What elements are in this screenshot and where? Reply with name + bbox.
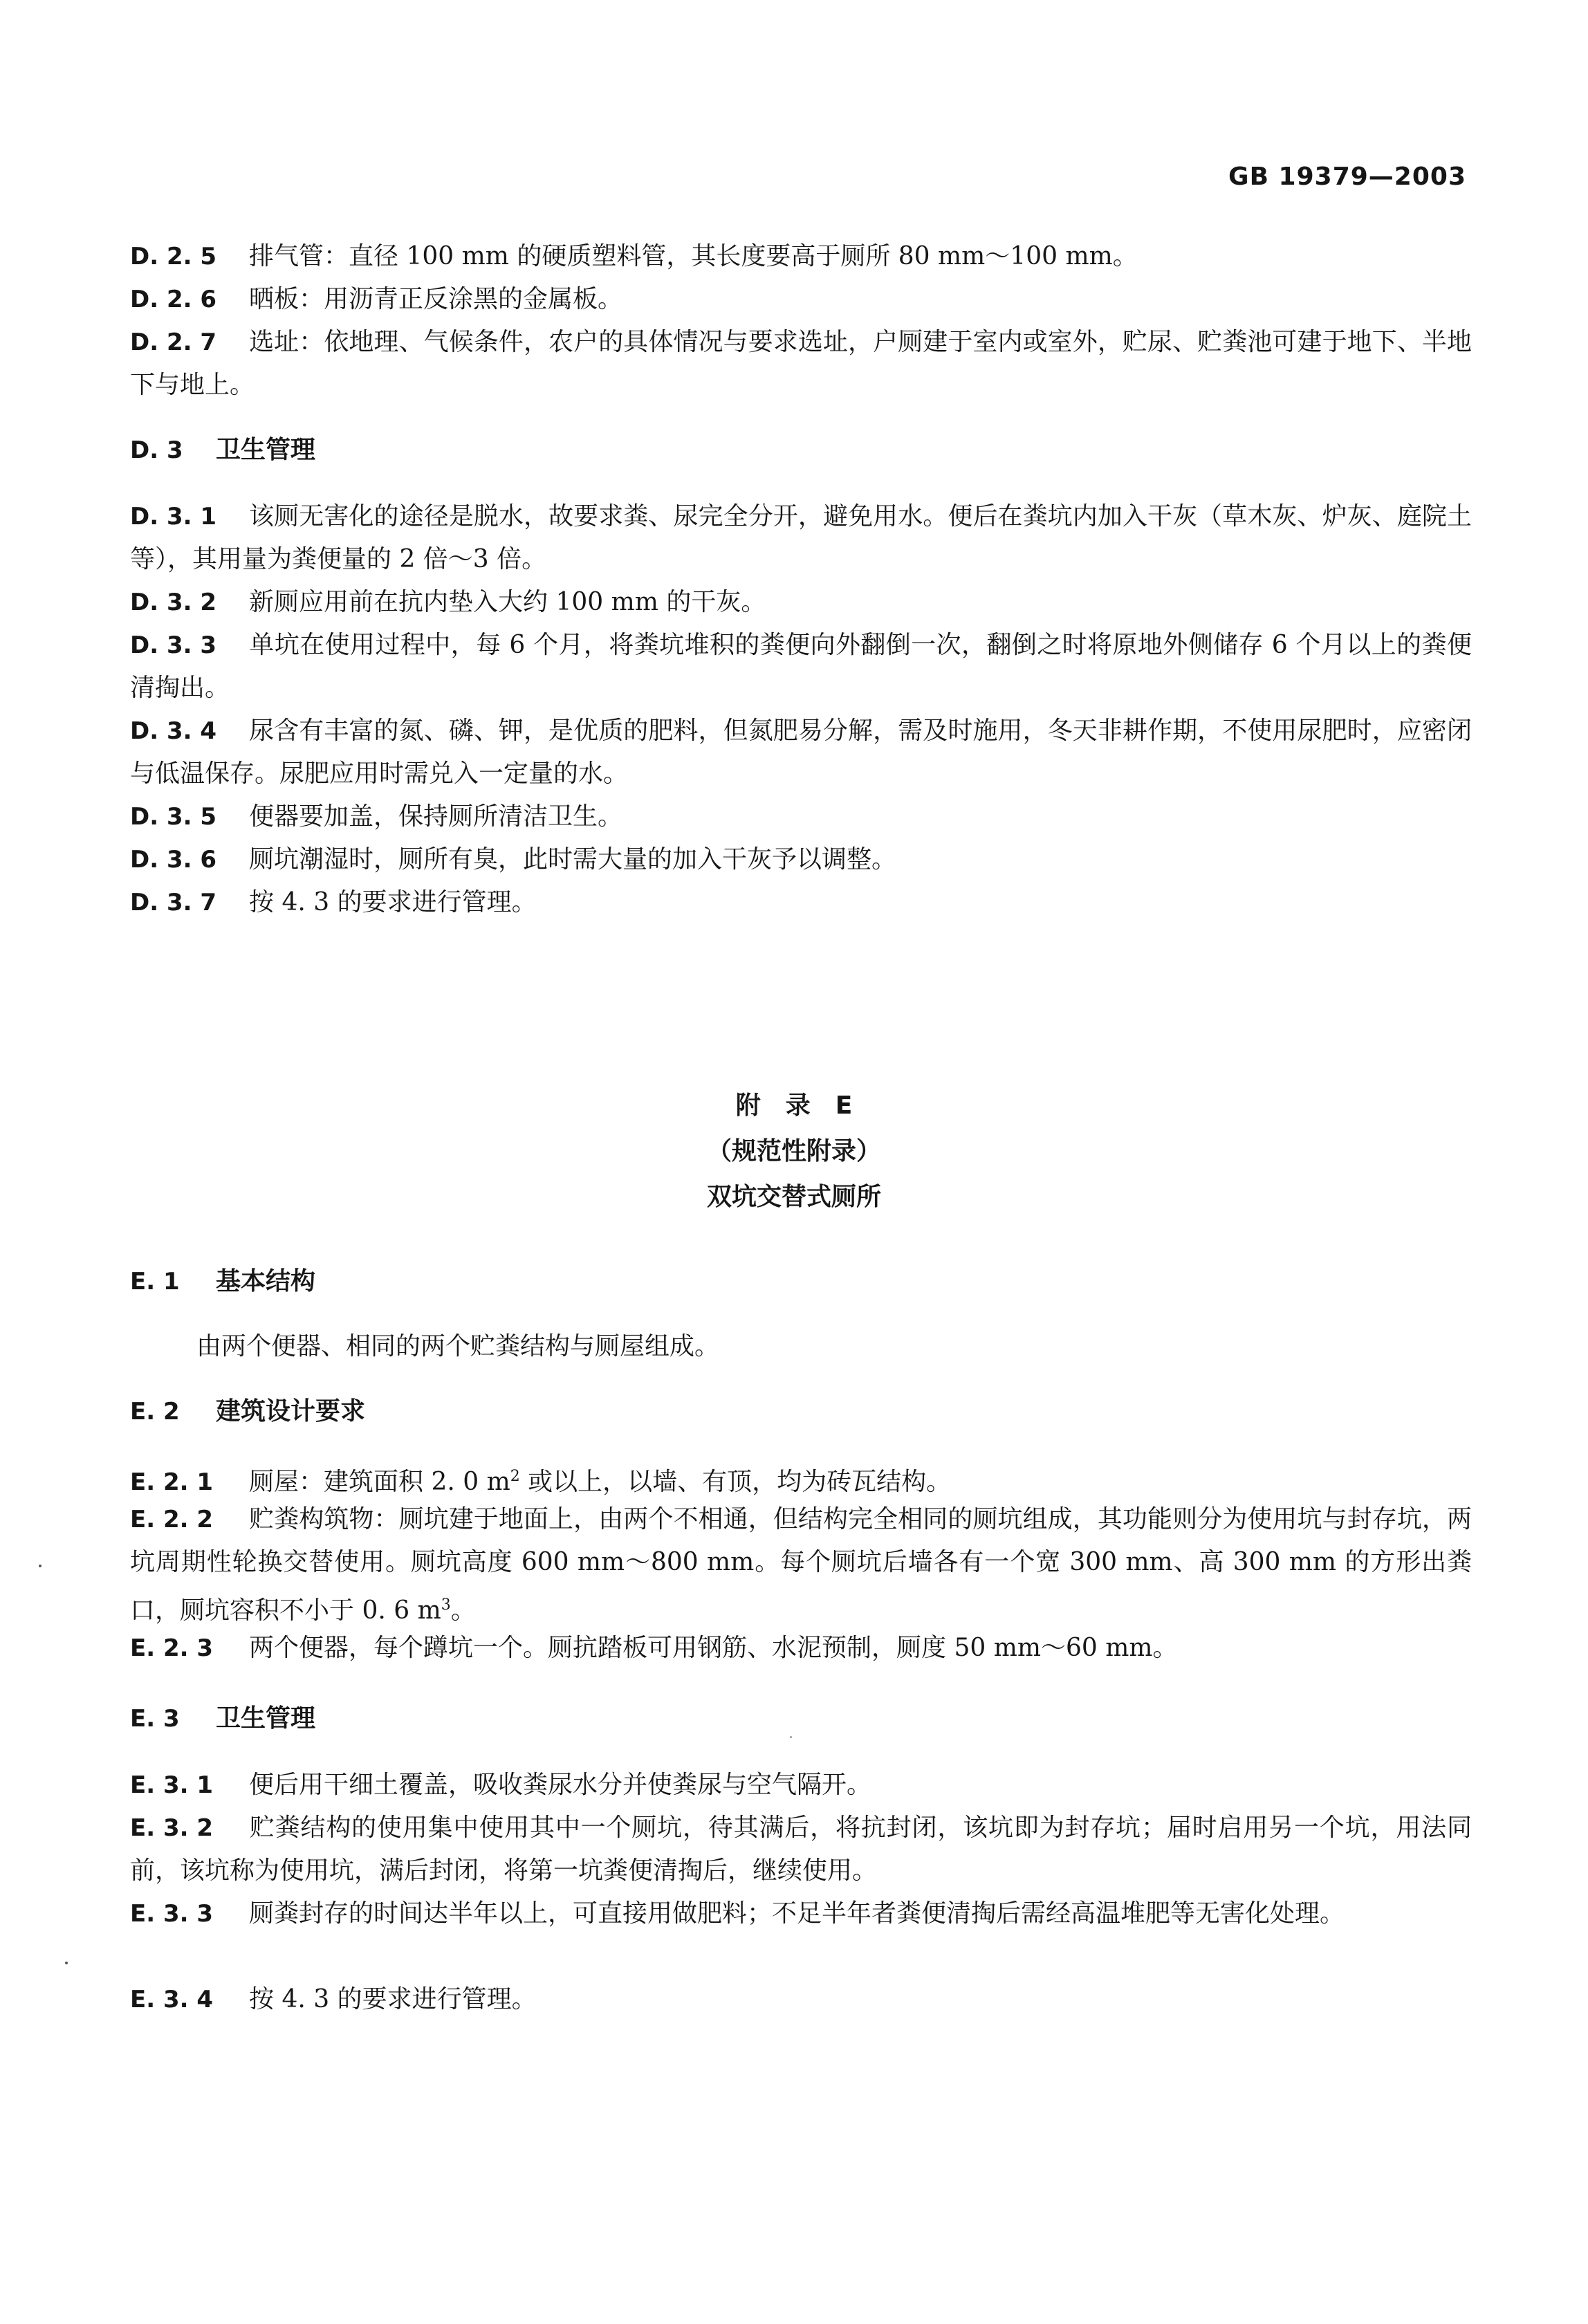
superscript: 2 [510, 1468, 520, 1485]
clause-number: E. 3. 3 [130, 1900, 214, 1928]
clause-d-3-7 [130, 881, 1472, 924]
clause-number: D. 2. 6 [130, 286, 217, 313]
clause-d-3-6 [130, 838, 1472, 881]
clause-d-2-6 [130, 278, 1472, 321]
clause-number: E. 3. 2 [130, 1814, 214, 1842]
section-title: 基本结构 [216, 1267, 316, 1295]
clause-e-3-1 [130, 1764, 1472, 1807]
clause-e-3-2 [130, 1807, 1472, 1892]
section-number: E. 1 [130, 1268, 180, 1295]
clause-number: D. 3. 2 [130, 589, 217, 616]
standard-code: GB 19379—2003 [1228, 163, 1466, 191]
clause-text: 新厕应用前在抗内垫入大约 100 mm 的干灰。 [249, 588, 766, 616]
section-heading-e-1 [130, 1260, 315, 1303]
clause-text: 该厕无害化的途径是脱水，故要求粪、尿完全分开，避免用水。便后在粪坑内加入干灰（草木灰、炉灰、庭院土等），其用量为粪便量的 2 倍～3 倍。 [130, 502, 1472, 573]
clause-d-3-2 [130, 581, 1472, 624]
clause-text: 两个便器，每个蹲坑一个。厕抗踏板可用钢筋、水泥预制，厕度 50 mm～60 mm。 [249, 1634, 1178, 1662]
clause-text: 选址：依地理、气候条件，农户的具体情况与要求选址，户厕建于室内或室外，贮尿、贮粪池可建于地下、半地下与地上。 [130, 328, 1472, 399]
clause-text: 尿含有丰富的氮、磷、钾，是优质的肥料，但氮肥易分解，需及时施用，冬天非耕作期，不使用尿肥时，应密闭与低温保存。尿肥应用时需兑入一定量的水。 [130, 717, 1472, 788]
clause-d-3-4 [130, 710, 1472, 795]
clause-d-3-3 [130, 624, 1472, 710]
clause-d-3-1 [130, 495, 1472, 581]
scan-speck [65, 1962, 68, 1964]
clause-text: 贮粪结构的使用集中使用其中一个厕坑，待其满后，将抗封闭，该坑即为封存坑；届时启用另一个坑，用法同前，该坑称为使用坑，满后封闭，将第一坑粪便清掏后，继续使用。 [130, 1814, 1472, 1885]
clause-number: E. 2. 1 [130, 1468, 214, 1496]
clause-number: D. 3. 3 [130, 631, 217, 659]
clause-text: 贮粪构筑物：厕坑建于地面上，由两个不相通，但结构完全相同的厕坑组成，其功能则分为使用坑与封存坑，两坑周期性轮换交替使用。厕坑高度 600 mm～800 mm。每个厕坑后墙各有一个宽 300 mm、高 300 mm 的方形出粪口，厕坑容积不小于 0. 6 m [130, 1505, 1472, 1625]
clause-text: 单坑在使用过程中，每 6 个月，将粪坑堆积的粪便向外翻倒一次，翻倒之时将原地外侧储存 6 个月以上的粪便清掏出。 [130, 631, 1472, 702]
clause-e-3-4 [130, 1978, 1472, 2021]
clause-e-2-3 [130, 1627, 1472, 1670]
appendix-name: 双坑交替式厕所 [706, 1183, 881, 1211]
clause-number: D. 3. 1 [130, 503, 217, 531]
section-heading-e-3 [130, 1697, 315, 1740]
section-number: E. 2 [130, 1398, 180, 1426]
clause-number: E. 2. 2 [130, 1506, 214, 1533]
scan-speck [39, 1565, 41, 1567]
section-title: 卫生管理 [216, 1704, 316, 1733]
clause-number: D. 3. 4 [130, 717, 217, 745]
clause-number: E. 2. 3 [130, 1634, 214, 1662]
section-heading-d-3 [130, 429, 315, 472]
clause-e-2-2 [130, 1498, 1472, 1632]
section-title: 卫生管理 [216, 436, 316, 464]
clause-d-3-5 [130, 795, 1472, 838]
clause-e-3-3 [130, 1892, 1472, 1935]
clause-text: 或以上，以墙、有顶，均为砖瓦结构。 [519, 1468, 952, 1496]
clause-number: D. 3. 7 [130, 889, 217, 916]
superscript: 3 [441, 1596, 451, 1614]
section-number: E. 3 [130, 1705, 180, 1733]
clause-text: 排气管：直径 100 mm 的硬质塑料管，其长度要高于厕所 80 mm～100 mm。 [249, 242, 1138, 270]
clause-text: 按 4. 3 的要求进行管理。 [249, 1985, 537, 2013]
clause-number: E. 3. 1 [130, 1771, 214, 1799]
clause-e-2-1 [130, 1455, 1472, 1504]
section-heading-e-2 [130, 1390, 365, 1433]
clause-text: 厕粪封存的时间达半年以上，可直接用做肥料；不足半年者粪便清掏后需经高温堆肥等无害化处理。 [249, 1899, 1345, 1928]
section-e-1-body: 由两个便器、相同的两个贮粪结构与厕屋组成。 [196, 1332, 720, 1361]
clause-number: E. 3. 4 [130, 1986, 214, 2013]
clause-text: 。 [450, 1596, 476, 1625]
clause-text: 便器要加盖，保持厕所清洁卫生。 [249, 802, 623, 831]
clause-d-2-5 [130, 235, 1472, 278]
clause-text: 晒板：用沥青正反涂黑的金属板。 [249, 285, 623, 313]
clause-text: 厕坑潮湿时，厕所有臭，此时需大量的加入干灰予以调整。 [249, 845, 897, 874]
clause-number: D. 2. 7 [130, 329, 217, 356]
clause-text: 便后用干细土覆盖，吸收粪尿水分并使粪尿与空气隔开。 [249, 1771, 872, 1799]
section-number: D. 3 [130, 436, 183, 464]
clause-number: D. 3. 6 [130, 846, 217, 874]
appendix-title: 附 录 E [735, 1091, 853, 1120]
clause-text: 厕屋：建筑面积 2. 0 m [249, 1468, 510, 1496]
clause-text: 按 4. 3 的要求进行管理。 [249, 888, 537, 916]
scan-speck [790, 1736, 792, 1738]
clause-d-2-7 [130, 321, 1472, 407]
clause-number: D. 2. 5 [130, 243, 217, 270]
appendix-subtitle: （规范性附录） [706, 1137, 881, 1165]
clause-number: D. 3. 5 [130, 803, 217, 831]
section-title: 建筑设计要求 [216, 1397, 366, 1426]
